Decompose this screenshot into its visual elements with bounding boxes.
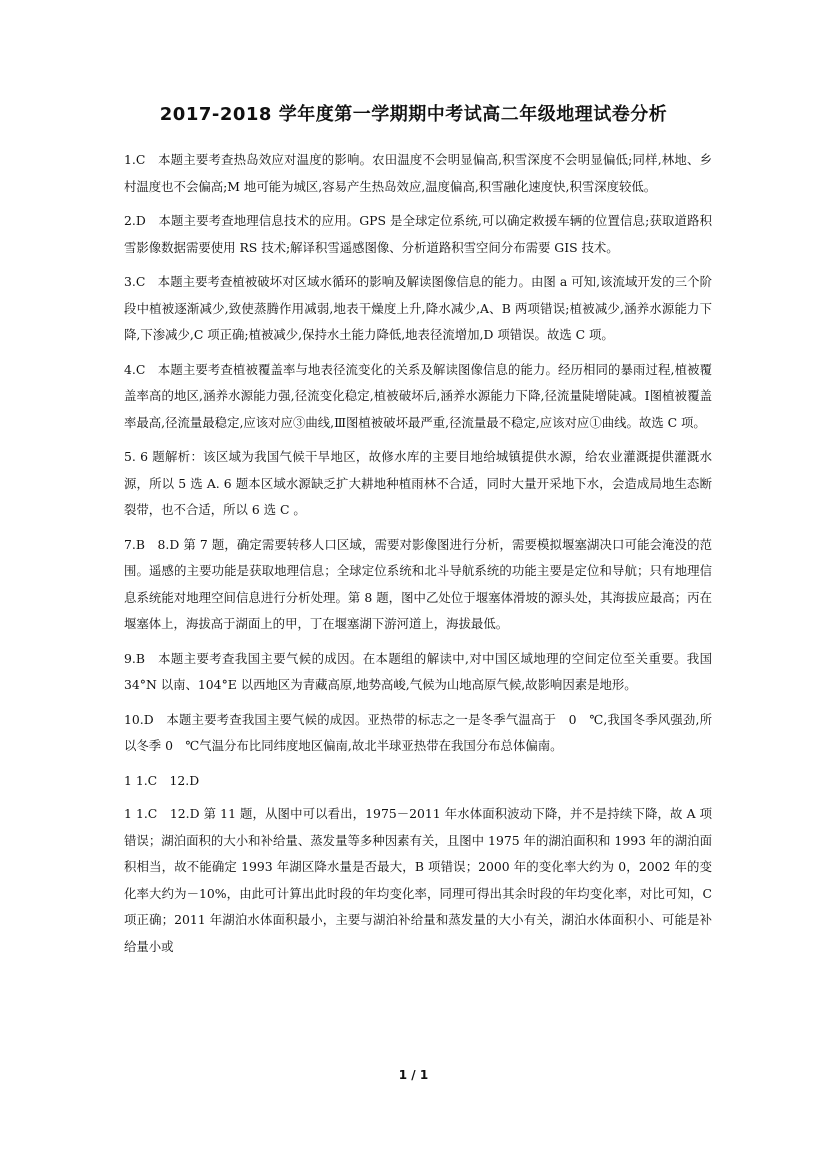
answer-line-11-12: 1 1.C 12.D: [124, 772, 200, 788]
page-title: 2017-2018 学年度第一学期期中考试高二年级地理试卷分析: [159, 104, 668, 125]
page-number: 1 / 1: [398, 1068, 429, 1082]
answer-paragraph-11-12: 1 1.C 12.D 第 11 题，从图中可以看出，1975－2011 年水体面积波动下降，并不是持续下降，故 A 项错误；湖泊面积的大小和补给量、蒸发量等多种因素有关，且图中 1975 年的湖泊面积和 1993 年的湖泊面积相当，故不能确定 1993 年湖区降水量是否最大，B 项错误；2000 年的变化率大约为 0，2002 年的变化率大约为－10%，由此可计算出此时段的年均变化率，同理可得出其余时段的年均变化率，对比可知，C 项正确；2011 年湖泊水体面积最小，主要与湖泊补给量和蒸发量的大小有关，湖泊水体面积小、可能是补给量小或: [124, 806, 712, 954]
answer-paragraph-4: 4.C 本题主要考查植被覆盖率与地表径流变化的关系及解读图像信息的能力。经历相同的暴雨过程,植被覆盖率高的地区,涵养水源能力强,径流变化稳定,植被破坏后,涵养水源能力下降,径流量陡增陡减。Ⅰ图植被覆盖率最高,径流量最稳定,应该对应③曲线,Ⅲ图植被破坏最严重,径流量最不稳定,应该对应①曲线。故选 C 项。: [124, 361, 712, 430]
answer-paragraph-10: 10.D 本题主要考查我国主要气候的成因。亚热带的标志之一是冬季气温高于 0 ℃,我国冬季风强劲,所以冬季 0 ℃气温分布比同纬度地区偏南,故北半球亚热带在我国分布总体偏南。: [124, 711, 712, 753]
answer-paragraph-5-6: 5. 6 题解析：该区域为我国气候干旱地区，故修水库的主要目地给城镇提供水源，给农业灌溉提供灌溉水源，所以 5 选 A. 6 题本区域水源缺乏扩大耕地种植雨林不合适，同时大量开采地下水，会造成局地生态断裂带，也不合适，所以 6 选 C 。: [124, 449, 712, 517]
answer-paragraph-2: 2.D 本题主要考查地理信息技术的应用。GPS 是全球定位系统,可以确定救援车辆的位置信息;获取道路积雪影像数据需要使用 RS 技术;解译积雪遥感图像、分析道路积雪空间分布需要 GIS 技术。: [124, 213, 712, 255]
document-body: [124, 147, 712, 966]
answer-paragraph-1: 1.C 本题主要考查热岛效应对温度的影响。农田温度不会明显偏高,积雪深度不会明显偏低;同样,林地、乡村温度也不会偏高;M 地可能为城区,容易产生热岛效应,温度偏高,积雪融化速度快,积雪深度较低。: [124, 152, 712, 194]
answer-paragraph-3: 3.C 本题主要考查植被破坏对区域水循环的影响及解读图像信息的能力。由图 a 可知,该流域开发的三个阶段中植被逐渐减少,致使蒸腾作用减弱,地表干燥度上升,降水减少,A、B 两项错误;植被减少,涵养水源能力下降,下渗减少,C 项正确;植被减少,保持水土能力降低,地表径流增加,D 项错误。故选 C 项。: [124, 274, 712, 342]
answer-paragraph-9: 9.B 本题主要考查我国主要气候的成因。在本题组的解读中,对中国区域地理的空间定位至关重要。我国 34°N 以南、104°E 以西地区为青藏高原,地势高峻,气候为山地高原气候,故影响因素是地形。: [124, 650, 712, 692]
answer-paragraph-7-8: 7.B 8.D 第 7 题，确定需要转移人口区域，需要对影像图进行分析，需要模拟堰塞湖决口可能会淹没的范围。遥感的主要功能是获取地理信息；全球定位系统和北斗导航系统的功能主要是定位和导航；只有地理信息系统能对地理空间信息进行分析处理。第 8 题，图中乙处位于堰塞体滑坡的源头处，其海拔应最高；丙在堰塞体上，海拔高于湖面上的甲，丁在堰塞湖下游河道上，海拔最低。: [124, 536, 712, 631]
